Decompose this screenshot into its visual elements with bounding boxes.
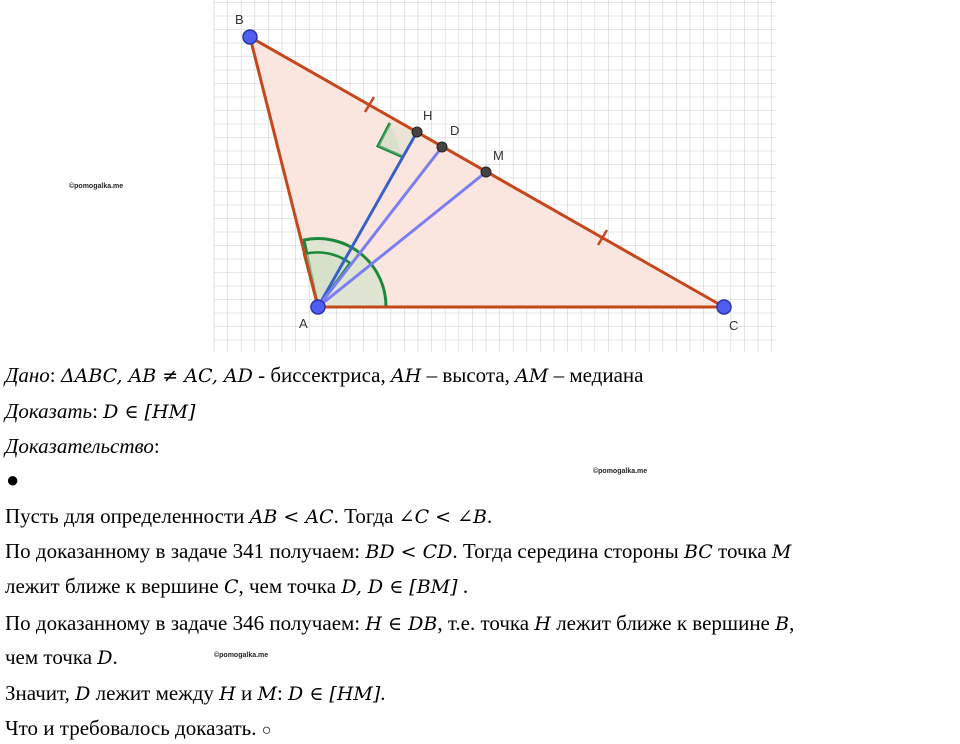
math: ∠C < ∠B	[398, 506, 488, 528]
prove-label: Доказать	[5, 399, 93, 423]
math: D, D ∈ [BM]	[341, 576, 458, 598]
foot-D-point	[437, 142, 447, 152]
label-M: M	[493, 148, 504, 163]
triangle-figure	[0, 0, 960, 355]
math: BD < CD	[365, 541, 453, 563]
proof-line-6: Значит, D лежит между H и M: D ∈ [HM].	[5, 681, 386, 705]
proof-line-5: чем точка D.	[5, 645, 118, 669]
math: D	[97, 647, 113, 669]
vertex-B-point	[243, 30, 257, 44]
proof-line-2: По доказанному в задаче 341 получаем: BD < CD. Тогда середина стороны BC точка M	[5, 539, 792, 563]
vertex-A-point	[311, 300, 325, 314]
math: AM	[515, 365, 549, 387]
math: D ∈ [HM]	[103, 401, 196, 423]
prove-line: Доказать: D ∈ [HM]	[5, 399, 196, 423]
watermark: ©pomogalka.me	[69, 183, 124, 190]
math: M	[257, 683, 277, 705]
vertex-C-point	[717, 300, 731, 314]
watermark: ©pomogalka.me	[593, 468, 648, 475]
math: AH	[391, 365, 422, 387]
given-line: Дано: ΔABC, AB ≠ AC, AD - биссектриса, AH – высота, AM – медиана	[5, 363, 644, 387]
conclusion-line: Что и требовалось доказать. ○	[5, 716, 272, 740]
given-label: Дано	[5, 363, 50, 387]
label-A: A	[299, 316, 308, 331]
label-H: H	[423, 108, 433, 123]
math: ΔABC, AB ≠ AC, AD	[60, 365, 253, 387]
bullet-icon: ●	[6, 467, 20, 492]
math: B	[775, 613, 790, 635]
proof-line-1: Пусть для определенности AB < AC. Тогда ∠C < ∠B.	[5, 504, 493, 528]
math: C	[223, 576, 239, 598]
proof-label: Доказательство	[5, 434, 154, 458]
proof-line-4: По доказанному в задаче 346 получаем: H ∈ DB, т.е. точка H лежит ближе к вершине B,	[5, 611, 795, 635]
math: AB < AC	[249, 506, 334, 528]
math: H	[219, 683, 236, 705]
math: D ∈ [HM]	[288, 683, 381, 705]
foot-M-point	[481, 167, 491, 177]
math: H	[534, 613, 551, 635]
math: M	[771, 541, 792, 563]
watermark: ©pomogalka.me	[214, 652, 269, 659]
label-B: B	[235, 12, 244, 27]
math: H ∈ DB	[365, 613, 438, 635]
proof-heading: Доказательство:	[5, 434, 160, 458]
foot-H-point	[412, 127, 422, 137]
math: D	[75, 683, 91, 705]
label-C: C	[729, 318, 739, 333]
label-D: D	[450, 123, 460, 138]
proof-line-3: лежит ближе к вершине C, чем точка D, D ∈ [BM] .	[5, 574, 469, 598]
qed-icon: ○	[261, 722, 272, 739]
math: BC	[683, 541, 713, 563]
